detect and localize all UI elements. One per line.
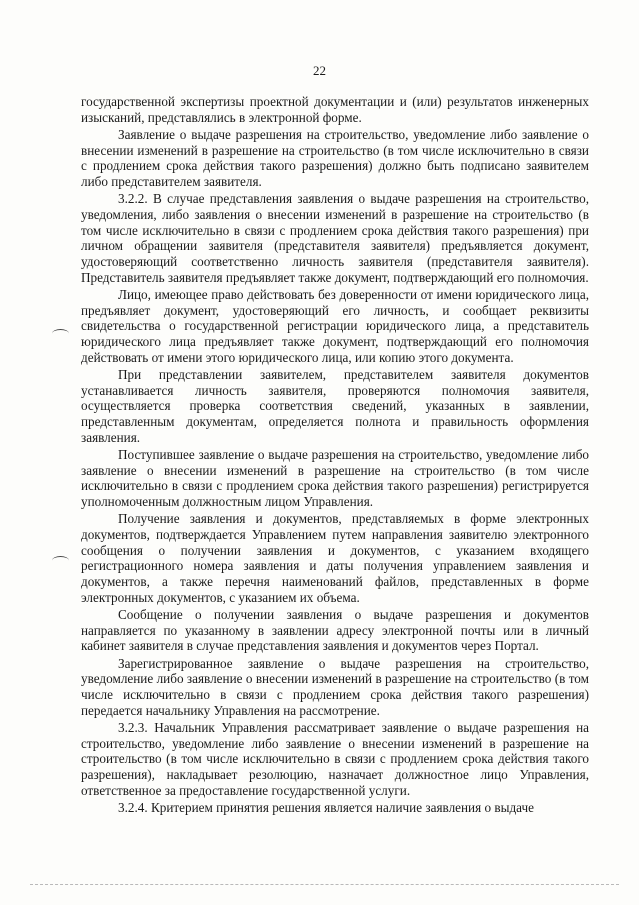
- paragraph: При представлении заявителем, представителем заявителя документов устанавливается личность заявителя, проверяются полномочия заявителя, осуществляется проверка соответствия сведений, указанных в заявлении, представленным документам, определяется полнота и правильность оформления заявления.: [81, 366, 589, 445]
- paragraph: государственной экспертизы проектной документации и (или) результатов инженерных изысканий, представлялись в электронной форме.: [81, 94, 589, 125]
- paragraph: Заявление о выдаче разрешения на строительство, уведомление либо заявление о внесении изменений в разрешение на строительство (в том числе исключительно в связи с продлением срока действия такого разрешения) должно быть подписано заявителем либо представителем заявителя.: [81, 126, 589, 190]
- margin-mark: [52, 329, 69, 338]
- margin-mark: [52, 556, 69, 565]
- scan-edge-line: [30, 884, 619, 885]
- paragraph: Поступившее заявление о выдаче разрешения на строительство, уведомление либо заявление о внесении изменений в разрешение на строительство (в том числе исключительно в связи с продлением срока действия такого разрешения) регистрируется уполномоченным должностным лицом Управления.: [81, 446, 589, 510]
- paragraph: Зарегистрированное заявление о выдаче разрешения на строительство, уведомление либо заявление о внесении изменений в разрешение на строительство (в том числе исключительно в связи с продлением срока действия такого разрешения) передается начальнику Управления на рассмотрение.: [81, 655, 589, 718]
- document-body: [81, 94, 589, 817]
- paragraph: Получение заявления и документов, представляемых в форме электронных документов, подтверждается Управлением путем направления заявителю электронного сообщения о получении заявления и документов, с указанием входящего регистрационного номера заявления и даты получения управлением заявления и документов, а также перечня наименований файлов, представленных в форме электронных документов, с указанием их объема.: [81, 511, 589, 605]
- paragraph: 3.2.3. Начальник Управления рассматривает заявление о выдаче разрешения на строительство, уведомление либо заявление о внесении изменений в разрешение на строительство (в том числе исключительно в связи с продлением срока действия такого разрешения), накладывает резолюцию, назначает должностное лицо Управления, ответственное за предоставление государственной услуги.: [81, 719, 589, 798]
- paragraph: 3.2.4. Критерием принятия решения является наличие заявления о выдаче: [118, 799, 534, 815]
- paragraph: Сообщение о получении заявления о выдаче разрешения и документов направляется по указанному в заявлении адресу электронной почты или в личный кабинет заявителя в случае представления заявления и документов через Портал.: [81, 607, 589, 654]
- page-number: 22: [313, 63, 326, 78]
- paragraph: 3.2.2. В случае представления заявления о выдаче разрешения на строительство, уведомления, либо заявления о внесении изменений в разрешение на строительство (в том числе исключительно в связи с продлением срока действия такого разрешения) при личном обращении заявителя (представителя заявителя) предъявляется документ, удостоверяющий соответственно личность заявителя (представителя заявителя). Представитель заявителя предъявляет также документ, подтверждающий его полномочия.: [81, 191, 589, 285]
- paragraph: Лицо, имеющее право действовать без доверенности от имени юридического лица, предъявляет документ, удостоверяющий его личность, и сообщает реквизиты свидетельства о государственной регистрации юридического лица, а представитель юридического лица предъявляет также документ, подтверждающий его полномочия действовать от имени этого юридического лица, или копию этого документа.: [81, 286, 589, 365]
